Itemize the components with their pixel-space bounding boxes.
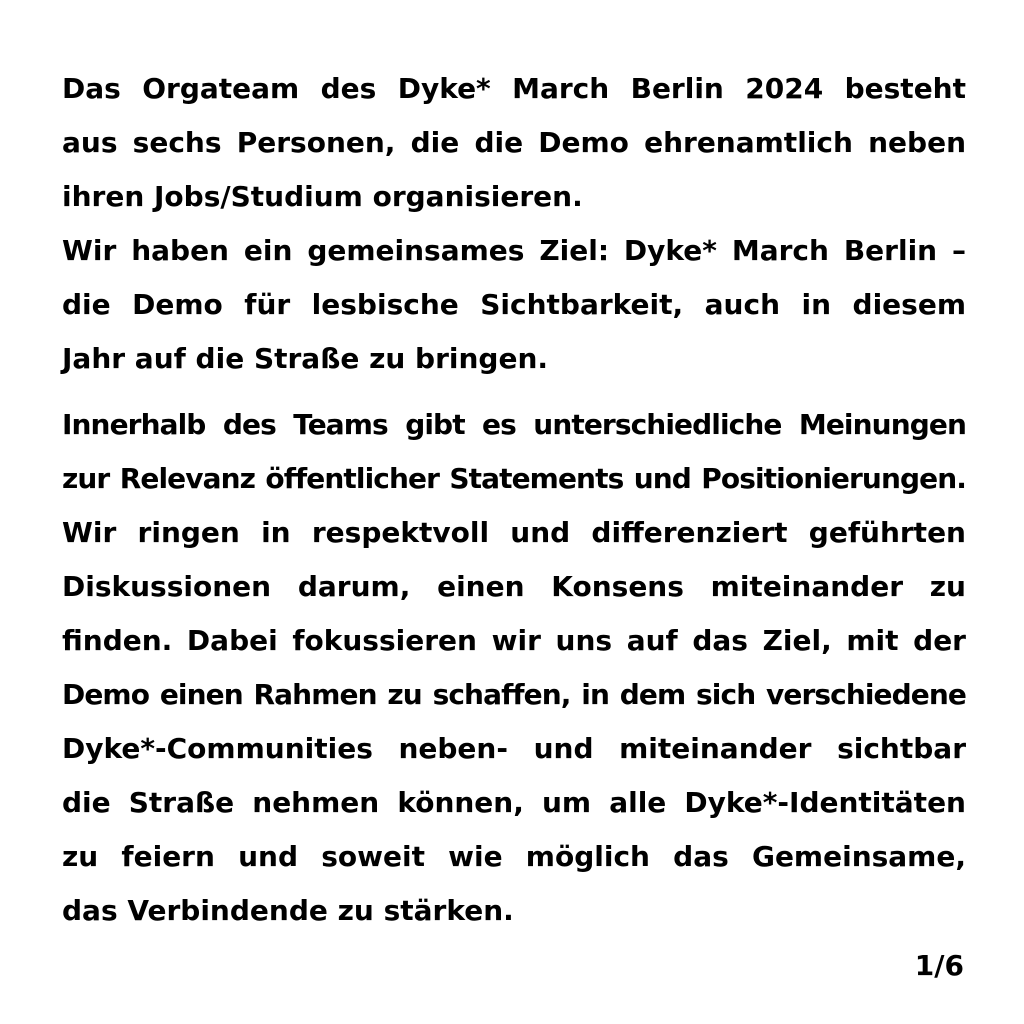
text-line: finden. Dabei fokussieren wir uns auf das Ziel, mit der: [62, 624, 966, 657]
paragraph-1: [62, 62, 966, 386]
text-line: Dyke*-Communities neben- und miteinander sichtbar: [62, 732, 966, 765]
text-line: Wir ringen in respektvoll und differenziert geführten: [62, 516, 966, 549]
text-line: Demo einen Rahmen zu schaffen, in dem sich verschiedene: [62, 678, 966, 711]
text-line: Innerhalb des Teams gibt es unterschiedliche Meinungen: [62, 408, 966, 441]
paragraph-spacer: [62, 386, 966, 398]
text-line: Diskussionen darum, einen Konsens miteinander zu: [62, 570, 966, 603]
text-line: Jahr auf die Straße zu bringen.: [62, 342, 549, 375]
text-line: die Straße nehmen können, um alle Dyke*-Identitäten: [62, 786, 966, 819]
text-line: zu feiern und soweit wie möglich das Gemeinsame,: [62, 840, 966, 873]
text-line: das Verbindende zu stärken.: [62, 894, 514, 927]
text-line: die Demo für lesbische Sichtbarkeit, auch in diesem: [62, 288, 966, 321]
text-line: aus sechs Personen, die die Demo ehrenamtlich neben: [62, 126, 966, 159]
body-text: [62, 62, 966, 938]
page-number: 1/6: [914, 949, 964, 982]
text-line: ihren Jobs/Studium organisieren.: [62, 180, 583, 213]
text-line: zur Relevanz öffentlicher Statements und Positionierungen.: [62, 462, 966, 495]
text-line: Das Orgateam des Dyke* March Berlin 2024 besteht: [62, 72, 966, 105]
paragraph-2: [62, 398, 966, 938]
text-line: Wir haben ein gemeinsames Ziel: Dyke* March Berlin –: [62, 234, 966, 267]
